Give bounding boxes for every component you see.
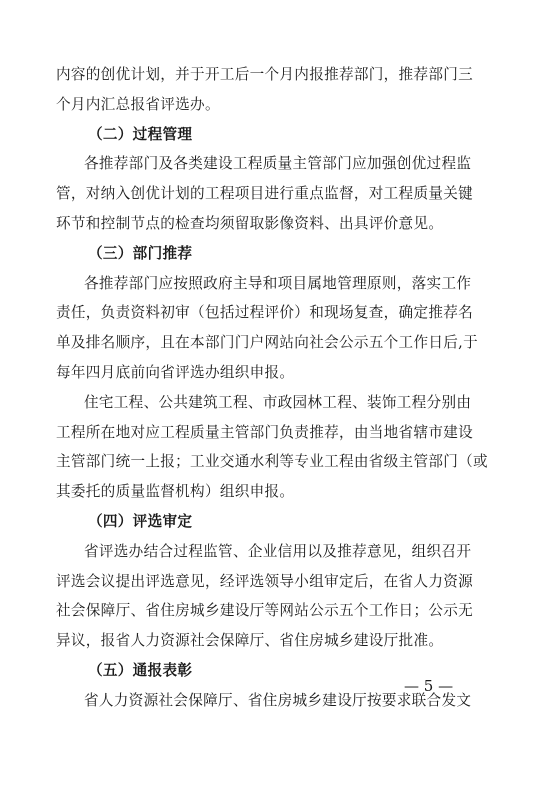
paragraph-line: 主管部门统一上报；工业交通水利等专业工程由省级主管部门（或 xyxy=(56,453,488,471)
page-number: — 5 — xyxy=(404,677,454,695)
paragraph-line: 内容的创优计划，并于开工后一个月内报推荐部门，推荐部门三 xyxy=(56,66,474,83)
paragraph-line: 各推荐部门应按照政府主导和项目属地管理原则，落实工作 xyxy=(84,274,472,292)
paragraph-line: 省人力资源社会保障厅、省住房城乡建设厅按要求联合发文 xyxy=(84,691,472,709)
paragraph-line: 住宅工程、公共建筑工程、市政园林工程、装饰工程分别由 xyxy=(84,393,472,411)
paragraph-line: 评选会议提出评选意见，经评选领导小组审定后，在省人力资源 xyxy=(56,572,474,590)
paragraph-line: 管，对纳入创优计划的工程项目进行重点监督，对工程质量关键 xyxy=(56,185,474,203)
paragraph-line: 责任，负责资料初审（包括过程评价）和现场复查，确定推荐名 xyxy=(56,304,474,322)
section-heading: （二）过程管理 xyxy=(88,125,193,143)
paragraph-line: 异议，报省人力资源社会保障厅、省住房城乡建设厅批准。 xyxy=(56,632,444,650)
section-heading: （三）部门推荐 xyxy=(88,244,193,262)
paragraph-line: 单及排名顺序，且在本部门门户网站向社会公示五个工作日后,于 xyxy=(56,334,478,352)
paragraph-line: 各推荐部门及各类建设工程质量主管部门应加强创优过程监 xyxy=(84,155,472,173)
section-heading: （五）通报表彰 xyxy=(88,661,193,679)
paragraph-line: 个月内汇总报省评选办。 xyxy=(56,95,220,113)
section-heading: （四）评选审定 xyxy=(88,512,193,530)
paragraph-line: 省评选办结合过程监管、企业信用以及推荐意见，组织召开 xyxy=(84,542,472,560)
paragraph-line: 环节和控制节点的检查均须留取影像资料、出具评价意见。 xyxy=(56,214,444,232)
paragraph-line: 工程所在地对应工程质量主管部门负责推荐，由当地省辖市建设 xyxy=(56,423,474,441)
paragraph-line: 每年四月底前向省评选办组织申报。 xyxy=(56,363,295,381)
document-body xyxy=(56,60,492,716)
paragraph-line: 社会保障厅、省住房城乡建设厅等网站公示五个工作日；公示无 xyxy=(56,602,474,620)
paragraph-line: 其委托的质量监督机构）组织申报。 xyxy=(56,483,295,501)
